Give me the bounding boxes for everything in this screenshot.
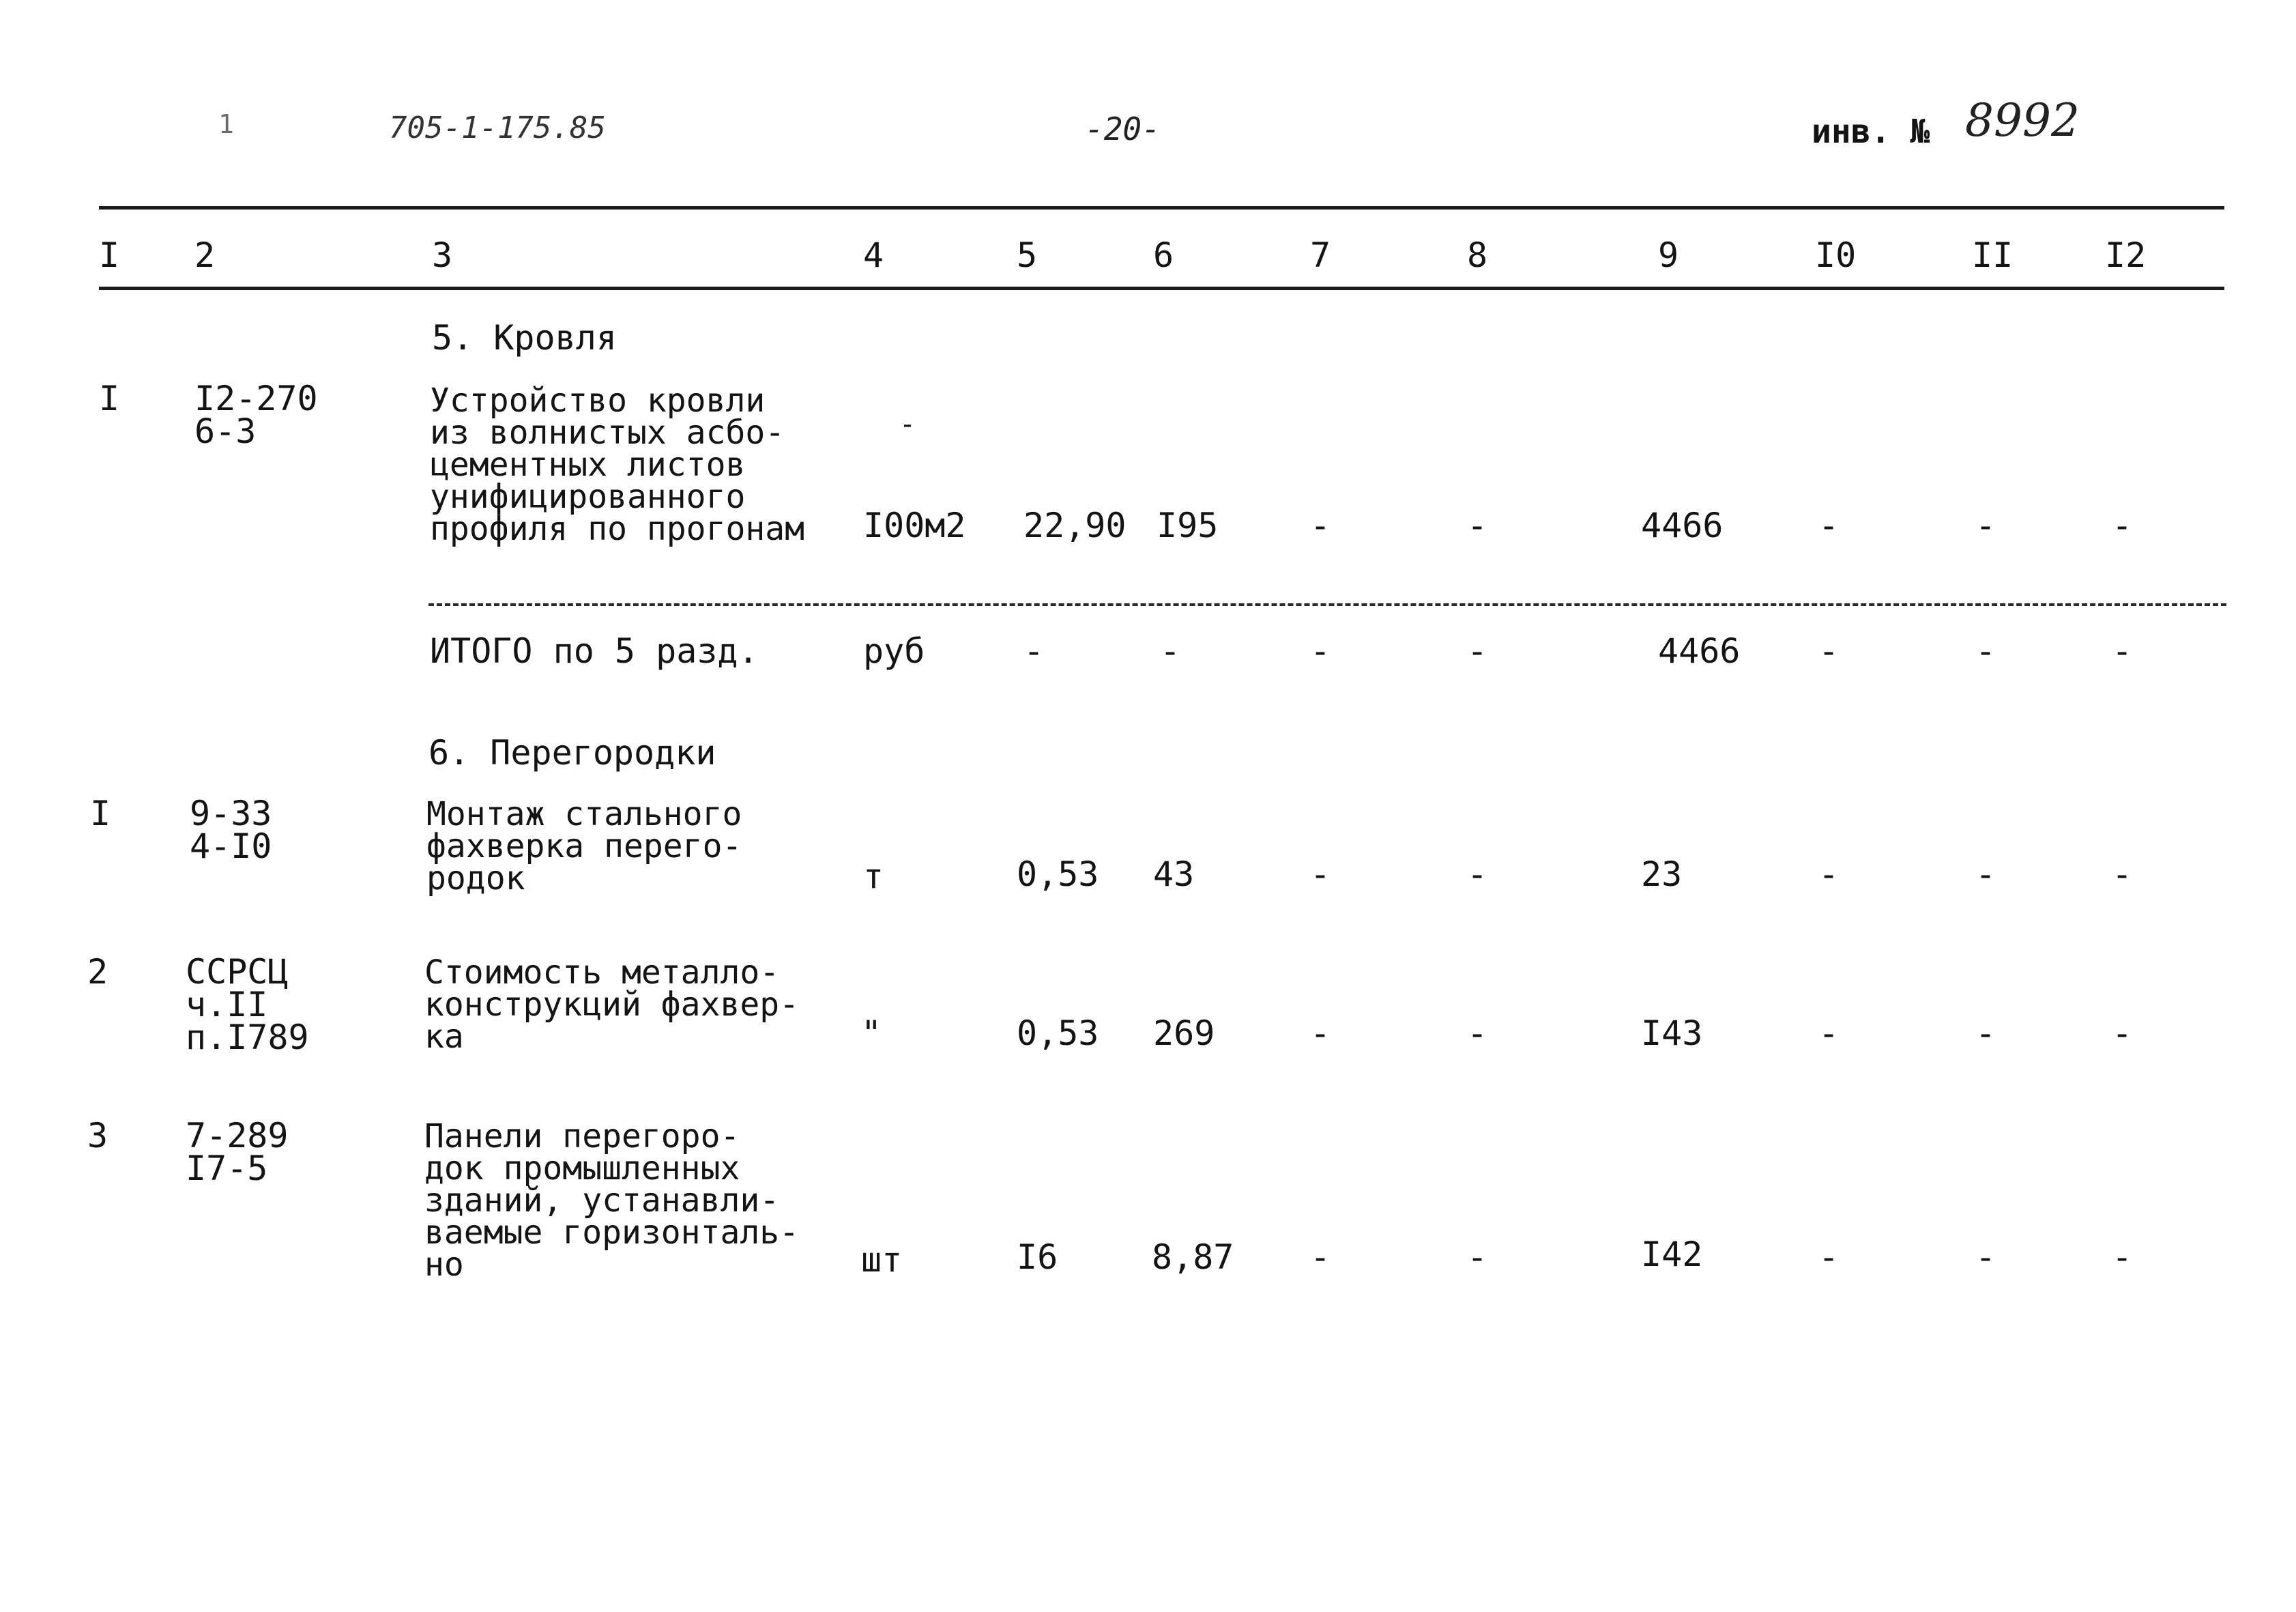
subtotal-unit: руб: [863, 631, 925, 671]
cell-col8: -: [1467, 1013, 1488, 1053]
norm-code: ССРСЦ ч.II п.I789: [186, 952, 309, 1057]
unit-cost: I95: [1157, 506, 1219, 545]
column-number: 8: [1467, 235, 1488, 275]
subtotal-label: ИТОГО по 5 разд.: [430, 631, 759, 671]
work-description: Панели перегоро- док промышленных зданий, устанавли- ваемые горизонталь- но: [424, 1117, 800, 1284]
cell-col7: -: [1310, 854, 1331, 894]
row-number: I: [90, 794, 111, 833]
work-description: Монтаж стального фахверка перего- родок: [426, 795, 742, 897]
total-cost: I43: [1641, 1013, 1703, 1053]
quantity: 0,53: [1017, 1013, 1099, 1053]
page-number: -20-: [1085, 111, 1161, 147]
unit-cost: 43: [1153, 854, 1195, 894]
row-number: 3: [87, 1116, 108, 1155]
column-number: 5: [1017, 235, 1038, 275]
column-number: I0: [1815, 235, 1857, 275]
row-number: I: [99, 379, 120, 418]
cell-col11: -: [1975, 854, 1996, 894]
cell-col11: -: [1975, 1013, 1996, 1053]
cell-col8: -: [1467, 506, 1488, 545]
column-number: 2: [194, 235, 216, 275]
cell-col12: -: [2112, 854, 2133, 894]
unit: ": [861, 1013, 882, 1053]
subtotal-rule: [428, 603, 2226, 606]
inventory-label: инв. №: [1812, 113, 1930, 151]
cell-col8: -: [1467, 631, 1488, 671]
unit: I00м2: [863, 506, 966, 545]
cell-col8: -: [1467, 854, 1488, 894]
cell-col11: -: [1975, 631, 1996, 671]
unit: т: [863, 857, 884, 896]
section-title: 6. Перегородки: [428, 733, 716, 773]
cell-col12: -: [2112, 631, 2133, 671]
column-number: 4: [863, 235, 884, 275]
subtotal-amount: 4466: [1658, 631, 1741, 671]
cell-col5: -: [1023, 631, 1045, 671]
norm-code: 9-33 4-I0: [190, 794, 272, 866]
document-code: 705-1-175.85: [389, 111, 606, 145]
description-dash-mark: -: [899, 409, 916, 440]
quantity: 22,90: [1023, 506, 1127, 545]
cell-col10: -: [1818, 1013, 1840, 1053]
cell-col7: -: [1310, 506, 1331, 545]
cell-col7: -: [1310, 631, 1331, 671]
work-description: Стоимость металло- конструкций фахвер- ка: [424, 953, 800, 1056]
cell-col11: -: [1975, 506, 1996, 545]
total-cost: 4466: [1641, 506, 1724, 545]
sheet-mark: 1: [218, 109, 234, 139]
cell-col10: -: [1818, 1237, 1840, 1277]
cell-col11: -: [1975, 1237, 1996, 1277]
norm-code: I2-270 6-3: [194, 379, 318, 451]
unit-cost: 8,87: [1152, 1237, 1234, 1277]
cell-col10: -: [1818, 631, 1840, 671]
quantity: 0,53: [1017, 854, 1099, 894]
cell-col7: -: [1310, 1013, 1331, 1053]
unit-cost: 269: [1153, 1013, 1215, 1053]
column-number: I: [99, 235, 120, 275]
column-number: II: [1972, 235, 2014, 275]
column-number: 7: [1310, 235, 1331, 275]
section-title: 5. Кровля: [432, 318, 617, 358]
total-cost: I42: [1641, 1235, 1703, 1274]
work-description: Устройство кровли из волнистых асбо- цементных листов унифицированного профиля по прогонам: [430, 382, 805, 548]
inventory-number: 8992: [1965, 94, 2080, 147]
column-number: 3: [432, 235, 453, 275]
row-number: 2: [87, 952, 108, 992]
table-header-rule: [99, 287, 2224, 290]
cell-col12: -: [2112, 1013, 2133, 1053]
cell-col10: -: [1818, 506, 1840, 545]
column-number: 6: [1153, 235, 1174, 275]
column-number: I2: [2105, 235, 2147, 275]
cell-col12: -: [2112, 1237, 2133, 1277]
quantity: I6: [1017, 1237, 1058, 1277]
norm-code: 7-289 I7-5: [186, 1116, 289, 1188]
cell-col8: -: [1467, 1237, 1488, 1277]
cell-col7: -: [1310, 1237, 1331, 1277]
unit: шт: [861, 1240, 903, 1280]
column-number: 9: [1658, 235, 1679, 275]
total-cost: 23: [1641, 854, 1683, 894]
cell-col12: -: [2112, 506, 2133, 545]
cell-col6: -: [1160, 631, 1181, 671]
table-top-rule: [99, 206, 2224, 210]
cell-col10: -: [1818, 854, 1840, 894]
